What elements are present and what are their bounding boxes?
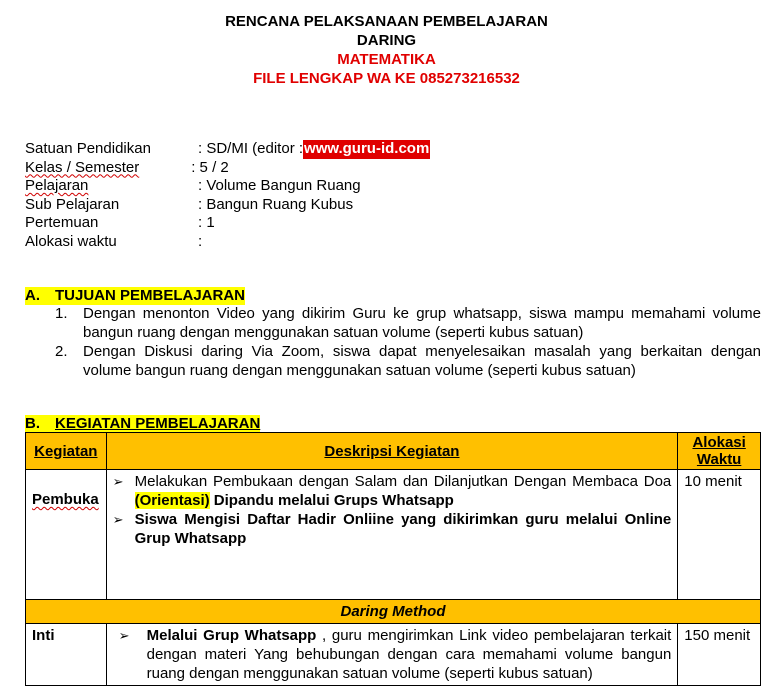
method-row: [26, 600, 761, 624]
highlight-text: (Orientasi): [134, 492, 210, 509]
header-contact: FILE LENGKAP WA KE 085273216532: [253, 70, 520, 87]
identity-value: : Bangun Ruang Kubus: [198, 195, 354, 213]
editor-url-link[interactable]: www.guru-id.com: [304, 140, 430, 157]
list-number: 1.: [55, 305, 68, 322]
bullet-text: , guru mengirimkan Link video pembelajaran terkait dengan materi Yang behubungan dengan cara memahami volume bangun ruang dengan menggunakan satuan volume (seperti kubus satuan): [146, 627, 672, 682]
identity-label: Satuan Pendidikan: [25, 140, 151, 157]
section-title: KEGIATAN PEMBELAJARAN: [55, 415, 261, 432]
identity-value: :: [198, 232, 203, 250]
list-item: [113, 472, 672, 510]
column-header-deskripsi: Deskripsi Kegiatan: [106, 433, 678, 470]
section-letter: B.: [25, 415, 40, 432]
identity-label: Pelajaran: [25, 177, 89, 194]
document-header: [0, 12, 773, 88]
list-item: [113, 510, 672, 548]
identity-row: [25, 159, 430, 178]
header-subject: MATEMATIKA: [337, 51, 436, 68]
bullet-text: Melakukan Pembukaan dengan Salam dan Dilanjutkan Dengan Membaca Doa: [134, 473, 672, 490]
activity-time: 10 menit: [678, 470, 761, 600]
method-label: Daring Method: [26, 600, 761, 624]
header-subtitle: DARING: [356, 32, 417, 49]
table-row: [26, 470, 761, 600]
list-number: 2.: [55, 343, 68, 360]
identity-label: Alokasi waktu: [25, 232, 117, 250]
section-b-heading: [25, 415, 260, 433]
section-letter: A.: [25, 287, 40, 304]
activity-time: 150 menit: [678, 624, 761, 686]
identity-row: [25, 233, 430, 252]
list-item: [113, 626, 672, 683]
identity-value: : Volume Bangun Ruang: [198, 177, 361, 194]
identity-row: [25, 196, 430, 215]
identity-label: Pertemuan: [25, 214, 99, 231]
column-header-alokasi: Alokasi Waktu: [678, 433, 761, 470]
identity-value: : 1: [198, 214, 215, 231]
list-text: Dengan menonton Video yang dikirim Guru ke grup whatsapp, siswa mampu memahami volume bangun ruang dengan menggunakan satuan volume (seperti kubus satuan): [83, 305, 761, 341]
activity-description: [106, 470, 678, 600]
identity-label: Kelas / Semester: [25, 158, 140, 176]
objectives-list: [55, 304, 761, 380]
list-item: [55, 304, 761, 342]
list-text: Dengan Diskusi daring Via Zoom, siswa dapat menyelesaikan masalah yang berkaitan dengan volume bangun ruang dengan menggunakan satuan volume (seperti kubus satuan): [83, 343, 761, 379]
activity-name: Inti: [26, 624, 107, 686]
identity-value: : 5 / 2: [191, 158, 229, 176]
activity-name: Pembuka: [26, 470, 107, 600]
identity-row: [25, 140, 430, 159]
bullet-text: Siswa Mengisi Daftar Hadir Onliine yang dikirimkan guru melalui Online Grup Whatsapp: [134, 511, 672, 547]
section-a-heading: [25, 287, 245, 305]
table-row: [26, 624, 761, 686]
bullet-text-bold: Melalui Grup Whatsapp: [146, 627, 317, 644]
arrow-bullet-icon: ➢: [112, 474, 124, 489]
activity-table: [25, 432, 761, 686]
arrow-bullet-icon: ➢: [118, 628, 130, 643]
list-item: [55, 342, 761, 380]
identity-value: : SD/MI (editor :: [198, 140, 304, 157]
table-header-row: [26, 433, 761, 470]
identity-label: Sub Pelajaran: [25, 195, 120, 213]
arrow-bullet-icon: ➢: [112, 512, 124, 527]
column-header-kegiatan: Kegiatan: [26, 433, 107, 470]
bullet-text-bold: Dipandu melalui Grups Whatsapp: [209, 492, 454, 509]
activity-description: [106, 624, 678, 686]
header-title: RENCANA PELAKSANAAN PEMBELAJARAN: [225, 13, 548, 30]
identity-row: [25, 177, 430, 196]
identity-block: [25, 140, 430, 251]
section-title: TUJUAN PEMBELAJARAN: [55, 287, 246, 304]
identity-row: [25, 214, 430, 233]
